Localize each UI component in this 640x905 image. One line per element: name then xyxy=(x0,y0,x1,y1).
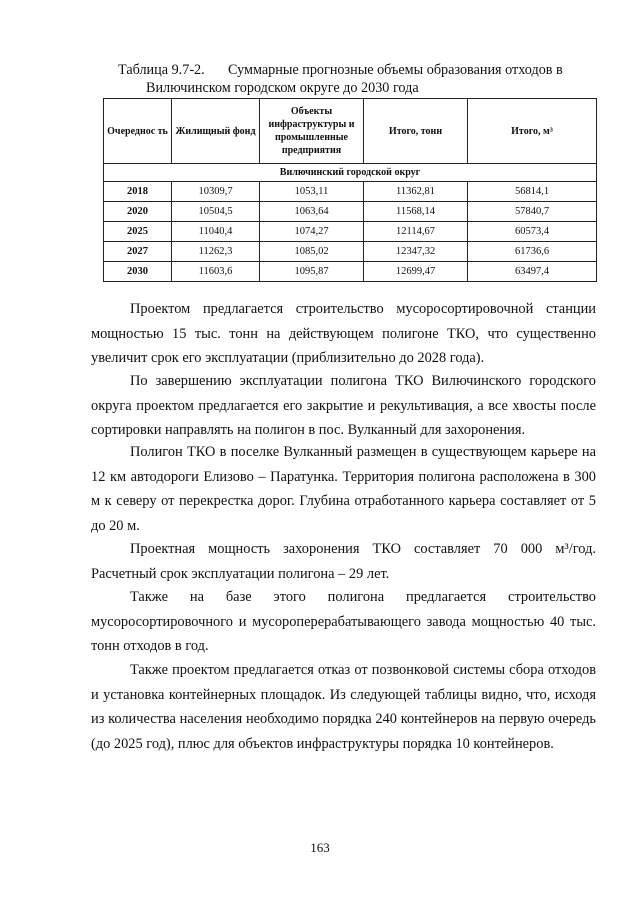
header-infrastructure: Объекты инфраструктуры и промышленные предприятия xyxy=(260,99,364,164)
cell-year: 2018 xyxy=(104,182,172,202)
cell-infrastructure: 1074,27 xyxy=(260,222,364,242)
cell-housing: 11040,4 xyxy=(172,222,260,242)
paragraph-sorting-station: Проектом предлагается строительство мусоросортировочной станции мощностью 15 тыс. тонн на действующем полигоне ТКО, что существенно увеличит срок его эксплуатации (приблизительно до 2028 года). xyxy=(91,301,596,367)
table-header-row xyxy=(104,99,597,164)
table-row xyxy=(104,202,597,222)
waste-volume-table xyxy=(103,98,597,282)
region-row xyxy=(104,164,597,182)
cell-total-tons: 12114,67 xyxy=(364,222,468,242)
cell-total-tons: 11362,81 xyxy=(364,182,468,202)
table-row xyxy=(104,222,597,242)
header-housing: Жилищный фонд xyxy=(172,99,260,164)
table-caption xyxy=(118,61,588,97)
table-title: Суммарные прогнозные объемы образования отходов в xyxy=(228,62,563,78)
cell-housing: 11603,6 xyxy=(172,262,260,282)
cell-housing: 10309,7 xyxy=(172,182,260,202)
table-title-continuation: Вилючинском городском округе до 2030 года xyxy=(146,80,419,96)
cell-infrastructure: 1095,87 xyxy=(260,262,364,282)
paragraph-containers: Также проектом предлагается отказ от позвонковой системы сбора отходов и установка контейнерных площадок. Из следующей таблицы видно, что, исходя из количества населения необходимо порядка 240 контейнеров на первую очередь (до 2025 год), плюс для объектов инфраструктуры порядка 10 контейнеров. xyxy=(91,662,596,752)
cell-total-m3: 60573,4 xyxy=(468,222,597,242)
cell-total-m3: 63497,4 xyxy=(468,262,597,282)
table-row xyxy=(104,182,597,202)
paragraph-closure: По завершению эксплуатации полигона ТКО Вилючинского городского округа проектом предлагается его закрытие и рекультивация, а все хвосты после сортировки направлять на полигон в пос. Вулканный для захоронения. xyxy=(91,373,596,439)
cell-year: 2025 xyxy=(104,222,172,242)
cell-total-m3: 56814,1 xyxy=(468,182,597,202)
paragraph-processing-plant: Также на базе этого полигона предлагается строительство мусоросортировочного и мусороперерабатывающего завода мощностью 40 тыс. тонн отходов в год. xyxy=(91,589,596,655)
table-row xyxy=(104,242,597,262)
table-number: Таблица 9.7-2. xyxy=(118,62,205,78)
paragraph-capacity: Проектная мощность захоронения ТКО составляет 70 000 м³/год. Расчетный срок эксплуатации полигона – 29 лет. xyxy=(91,541,596,582)
cell-housing: 10504,5 xyxy=(172,202,260,222)
page-number: 163 xyxy=(310,840,330,855)
header-total-tons: Итого, тонн xyxy=(364,99,468,164)
cell-year: 2030 xyxy=(104,262,172,282)
cell-year: 2020 xyxy=(104,202,172,222)
cell-total-m3: 57840,7 xyxy=(468,202,597,222)
region-label: Вилючинский городской округ xyxy=(104,164,597,182)
header-stage: Очереднос ть xyxy=(104,99,172,164)
header-total-m3: Итого, м³ xyxy=(468,99,597,164)
cell-infrastructure: 1063,64 xyxy=(260,202,364,222)
cell-total-m3: 61736,6 xyxy=(468,242,597,262)
table-row xyxy=(104,262,597,282)
paragraph-vulkanny-landfill: Полигон ТКО в поселке Вулканный размещен в существующем карьере на 12 км автодороги Елизово – Паратунка. Территория полигона расположена в 300 м к северу от перекрестка дорог. Глубина отработанного карьера составляет от 5 до 20 м. xyxy=(91,444,596,534)
cell-total-tons: 12347,32 xyxy=(364,242,468,262)
cell-total-tons: 12699,47 xyxy=(364,262,468,282)
cell-year: 2027 xyxy=(104,242,172,262)
cell-total-tons: 11568,14 xyxy=(364,202,468,222)
cell-housing: 11262,3 xyxy=(172,242,260,262)
cell-infrastructure: 1053,11 xyxy=(260,182,364,202)
cell-infrastructure: 1085,02 xyxy=(260,242,364,262)
